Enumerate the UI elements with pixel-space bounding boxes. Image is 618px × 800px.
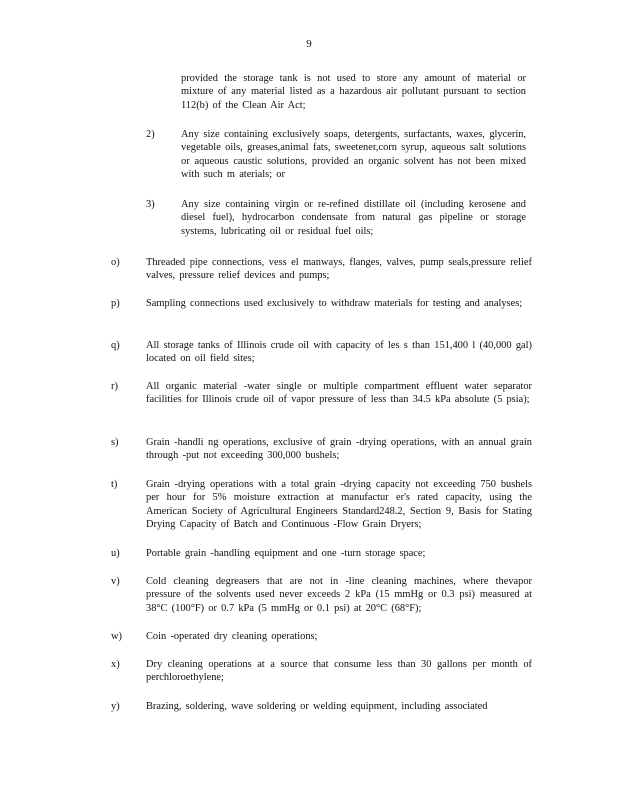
- subitem-3-text: Any size containing virgin or re-refined distillate oil (including kerosene and diesel fuel), hydrocarbon condensate from natural gas pipeline or storage systems, lubricating oil or residual fuel oils;: [181, 199, 526, 237]
- subitem-2-label: 2): [146, 129, 155, 140]
- item-y-label: y): [111, 701, 120, 712]
- item-u-text: Portable grain -handling equipment and one -turn storage space;: [146, 548, 426, 559]
- item-u-label: u): [111, 548, 120, 559]
- item-v-label: v): [111, 576, 120, 587]
- item-x-text: Dry cleaning operations at a source that consume less than 30 gallons per month of perchloroethylene;: [146, 659, 532, 684]
- item-t-text: Grain -drying operations with a total grain -drying capacity not exceeding 750 bushels per hour for 5% moisture extraction at manufactur er's rated capacity, using the American Society of Agricultural Engineers Standard248.2, Section 9, Basis for Stating Drying Capacity of Batch and Continuous -Flow Grain Dryers;: [146, 479, 532, 530]
- item-o-label: o): [111, 257, 120, 268]
- item-r-label: r): [111, 381, 118, 392]
- item-q-label: q): [111, 340, 120, 351]
- item-t-label: t): [111, 479, 118, 490]
- item-s-label: s): [111, 437, 119, 448]
- continuation-paragraph: provided the storage tank is not used to store any amount of material or mixture of any material listed as a hazardous air pollutant pursuant to section 112(b) of the Clean Air Act;: [181, 73, 526, 111]
- item-w-text: Coin -operated dry cleaning operations;: [146, 631, 318, 642]
- item-r-text: All organic material -water single or multiple compartment effluent water separator facilities for Illinois crude oil of vapor pressure of less than 34.5 kPa absolute (5 psia);: [146, 381, 532, 406]
- item-v-text: Cold cleaning degreasers that are not in -line cleaning machines, where thevapor pressure of the solvents used never exceeds 2 kPa (15 mmHg or 0.3 psi) measured at 38°C (100°F) or 0.7 kPa (5 mmHg or 0.1 psi) at 20°C (68°F);: [146, 576, 532, 614]
- item-q-text: All storage tanks of Illinois crude oil with capacity of les s than 151,400 l (40,000 gal) located on oil field sites;: [146, 340, 532, 365]
- item-p-label: p): [111, 298, 120, 309]
- page-number: 9: [306, 38, 312, 50]
- subitem-3-label: 3): [146, 199, 155, 210]
- item-p-text: Sampling connections used exclusively to withdraw materials for testing and analyses;: [146, 298, 523, 309]
- item-o-text: Threaded pipe connections, vess el manways, flanges, valves, pump seals,pressure relief valves, pressure relief devices and pumps;: [146, 257, 532, 282]
- subitem-2-text: Any size containing exclusively soaps, detergents, surfactants, waxes, glycerin, vegetable oils, greases,animal fats, sweetener,corn syrup, aqueous salt solutions or aqueous caustic solutions, provided an organic solvent has not been mixed with such m aterials; or: [181, 129, 526, 180]
- item-s-text: Grain -handli ng operations, exclusive of grain -drying operations, with an annual grain through -put not exceeding 300,000 bushels;: [146, 437, 532, 462]
- item-y-text: Brazing, soldering, wave soldering or welding equipment, including associated: [146, 701, 488, 712]
- item-w-label: w): [111, 631, 122, 642]
- item-x-label: x): [111, 659, 120, 670]
